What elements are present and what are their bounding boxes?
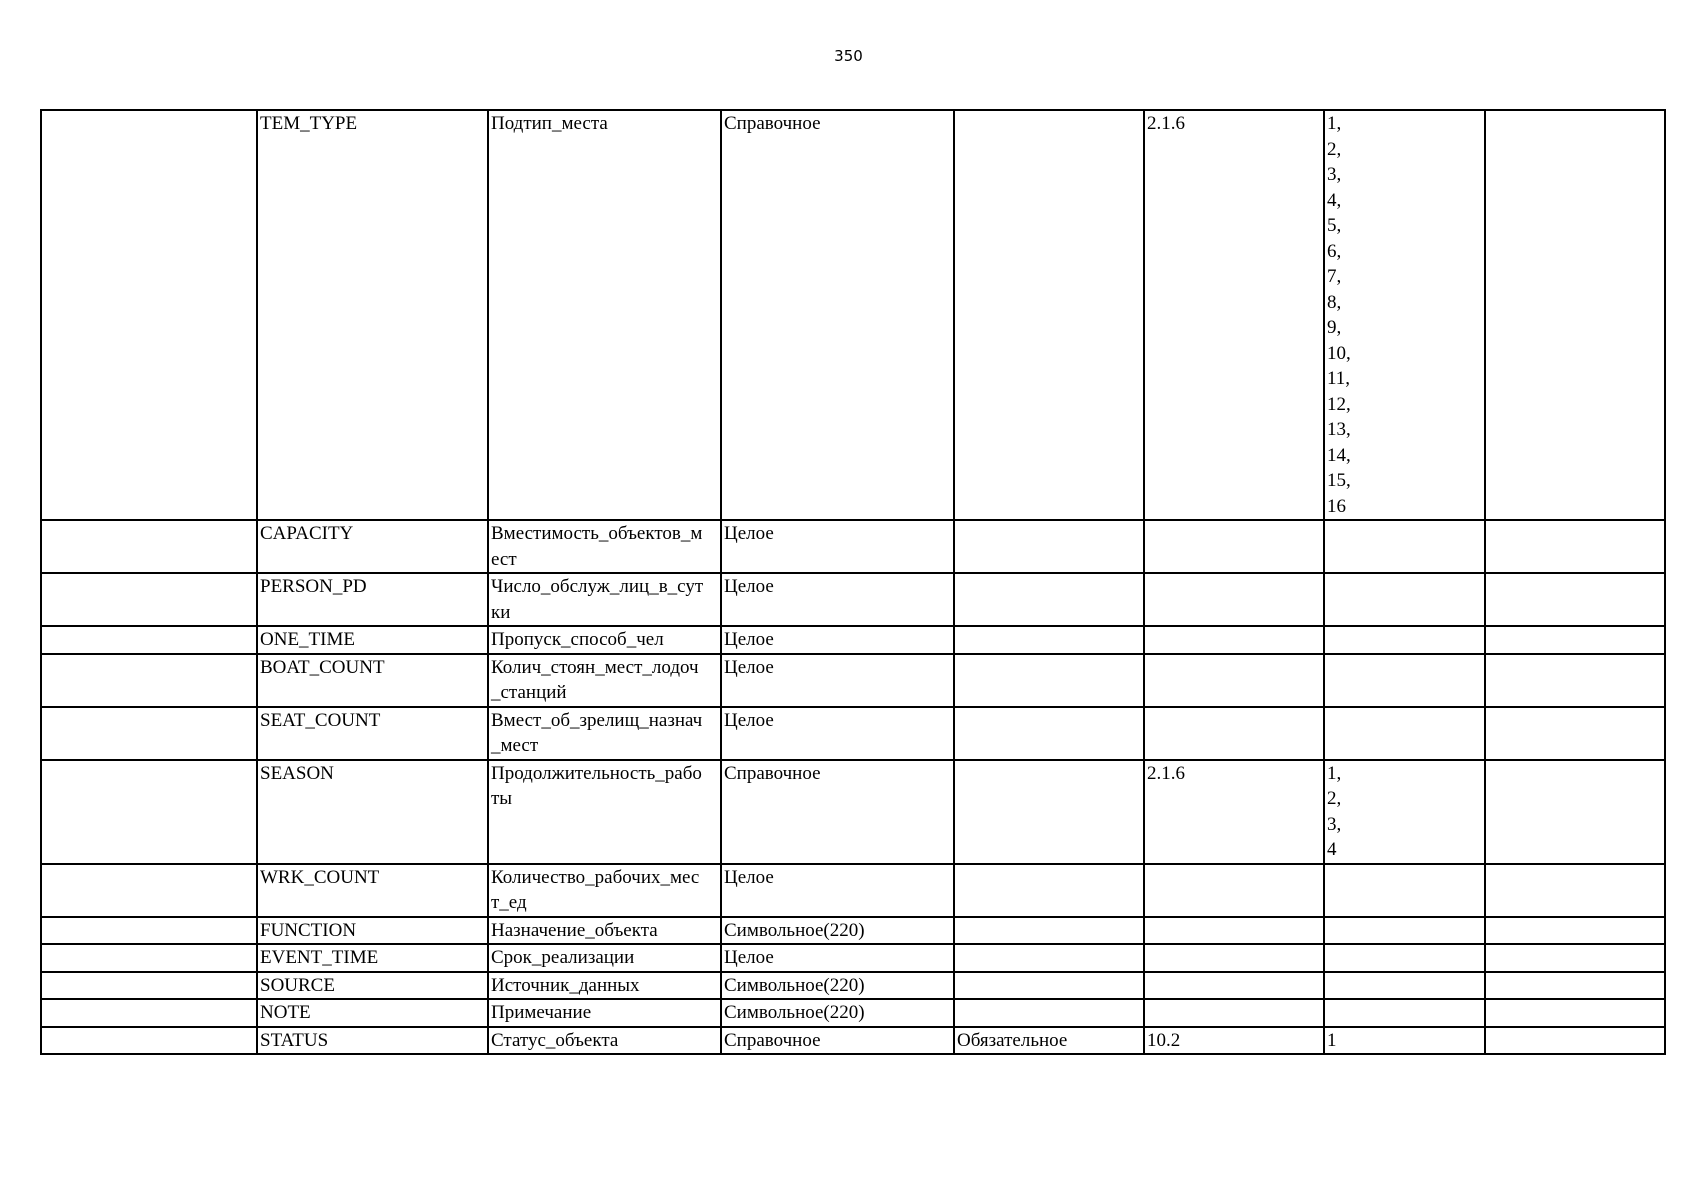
table-row	[41, 110, 1665, 520]
values-cell	[1324, 654, 1485, 707]
alias-cell: Источник_данных	[488, 972, 721, 1000]
values-cell: 1, 2, 3, 4	[1324, 760, 1485, 864]
reference-cell	[1144, 654, 1324, 707]
group-cell	[41, 520, 257, 573]
reference-cell	[1144, 864, 1324, 917]
required-cell	[954, 626, 1144, 654]
table-row	[41, 654, 1665, 707]
type-cell: Целое	[721, 864, 954, 917]
table-row	[41, 573, 1665, 626]
field-name-cell: SEASON	[257, 760, 488, 864]
field-name-cell: TEM_TYPE	[257, 110, 488, 520]
group-cell	[41, 1027, 257, 1055]
field-name-cell: PERSON_PD	[257, 573, 488, 626]
required-cell: Обязательное	[954, 1027, 1144, 1055]
required-cell	[954, 707, 1144, 760]
note-cell	[1485, 1027, 1665, 1055]
table-row	[41, 707, 1665, 760]
type-cell: Справочное	[721, 110, 954, 520]
note-cell	[1485, 573, 1665, 626]
values-cell	[1324, 917, 1485, 945]
type-cell: Целое	[721, 573, 954, 626]
table-row	[41, 520, 1665, 573]
alias-cell: Срок_реализации	[488, 944, 721, 972]
group-cell	[41, 707, 257, 760]
note-cell	[1485, 944, 1665, 972]
field-name-cell: NOTE	[257, 999, 488, 1027]
note-cell	[1485, 707, 1665, 760]
group-cell	[41, 110, 257, 520]
alias-cell: Подтип_места	[488, 110, 721, 520]
alias-cell: Колич_стоян_мест_лодоч _станций	[488, 654, 721, 707]
required-cell	[954, 520, 1144, 573]
group-cell	[41, 626, 257, 654]
reference-cell	[1144, 917, 1324, 945]
type-cell: Целое	[721, 626, 954, 654]
required-cell	[954, 944, 1144, 972]
note-cell	[1485, 654, 1665, 707]
note-cell	[1485, 110, 1665, 520]
type-cell: Символьное(220)	[721, 999, 954, 1027]
note-cell	[1485, 760, 1665, 864]
reference-cell: 10.2	[1144, 1027, 1324, 1055]
type-cell: Справочное	[721, 760, 954, 864]
values-cell	[1324, 999, 1485, 1027]
type-cell: Символьное(220)	[721, 972, 954, 1000]
note-cell	[1485, 626, 1665, 654]
values-cell: 1	[1324, 1027, 1485, 1055]
table-row	[41, 760, 1665, 864]
attribute-table	[40, 109, 1666, 1055]
note-cell	[1485, 864, 1665, 917]
required-cell	[954, 760, 1144, 864]
required-cell	[954, 864, 1144, 917]
values-cell	[1324, 972, 1485, 1000]
reference-cell	[1144, 972, 1324, 1000]
field-name-cell: SOURCE	[257, 972, 488, 1000]
alias-cell: Вмест_об_зрелищ_назнач _мест	[488, 707, 721, 760]
values-cell	[1324, 864, 1485, 917]
note-cell	[1485, 520, 1665, 573]
page-number: 350	[834, 47, 863, 65]
required-cell	[954, 654, 1144, 707]
table-row	[41, 972, 1665, 1000]
reference-cell	[1144, 573, 1324, 626]
alias-cell: Примечание	[488, 999, 721, 1027]
required-cell	[954, 573, 1144, 626]
reference-cell	[1144, 944, 1324, 972]
required-cell	[954, 972, 1144, 1000]
note-cell	[1485, 917, 1665, 945]
alias-cell: Пропуск_способ_чел	[488, 626, 721, 654]
field-name-cell: EVENT_TIME	[257, 944, 488, 972]
alias-cell: Статус_объекта	[488, 1027, 721, 1055]
table-row	[41, 917, 1665, 945]
values-cell	[1324, 573, 1485, 626]
reference-cell: 2.1.6	[1144, 110, 1324, 520]
field-name-cell: BOAT_COUNT	[257, 654, 488, 707]
type-cell: Справочное	[721, 1027, 954, 1055]
table-row	[41, 864, 1665, 917]
table-row	[41, 944, 1665, 972]
alias-cell: Число_обслуж_лиц_в_сут ки	[488, 573, 721, 626]
note-cell	[1485, 972, 1665, 1000]
table-row	[41, 1027, 1665, 1055]
field-name-cell: FUNCTION	[257, 917, 488, 945]
field-name-cell: WRK_COUNT	[257, 864, 488, 917]
group-cell	[41, 654, 257, 707]
group-cell	[41, 999, 257, 1027]
table-body	[41, 110, 1665, 1054]
values-cell	[1324, 707, 1485, 760]
required-cell	[954, 999, 1144, 1027]
group-cell	[41, 864, 257, 917]
alias-cell: Продолжительность_рабо ты	[488, 760, 721, 864]
group-cell	[41, 917, 257, 945]
field-name-cell: STATUS	[257, 1027, 488, 1055]
group-cell	[41, 573, 257, 626]
values-cell	[1324, 520, 1485, 573]
group-cell	[41, 972, 257, 1000]
alias-cell: Количество_рабочих_мес т_ед	[488, 864, 721, 917]
group-cell	[41, 760, 257, 864]
values-cell	[1324, 944, 1485, 972]
values-cell: 1, 2, 3, 4, 5, 6, 7, 8, 9, 10, 11, 12, 13, 14, 15, 16	[1324, 110, 1485, 520]
required-cell	[954, 110, 1144, 520]
values-cell	[1324, 626, 1485, 654]
type-cell: Целое	[721, 654, 954, 707]
reference-cell: 2.1.6	[1144, 760, 1324, 864]
reference-cell	[1144, 626, 1324, 654]
reference-cell	[1144, 999, 1324, 1027]
type-cell: Целое	[721, 944, 954, 972]
type-cell: Целое	[721, 707, 954, 760]
field-name-cell: ONE_TIME	[257, 626, 488, 654]
reference-cell	[1144, 707, 1324, 760]
field-name-cell: SEAT_COUNT	[257, 707, 488, 760]
group-cell	[41, 944, 257, 972]
reference-cell	[1144, 520, 1324, 573]
note-cell	[1485, 999, 1665, 1027]
required-cell	[954, 917, 1144, 945]
alias-cell: Вместимость_объектов_м ест	[488, 520, 721, 573]
alias-cell: Назначение_объекта	[488, 917, 721, 945]
type-cell: Целое	[721, 520, 954, 573]
field-name-cell: CAPACITY	[257, 520, 488, 573]
table-row	[41, 999, 1665, 1027]
table-row	[41, 626, 1665, 654]
type-cell: Символьное(220)	[721, 917, 954, 945]
